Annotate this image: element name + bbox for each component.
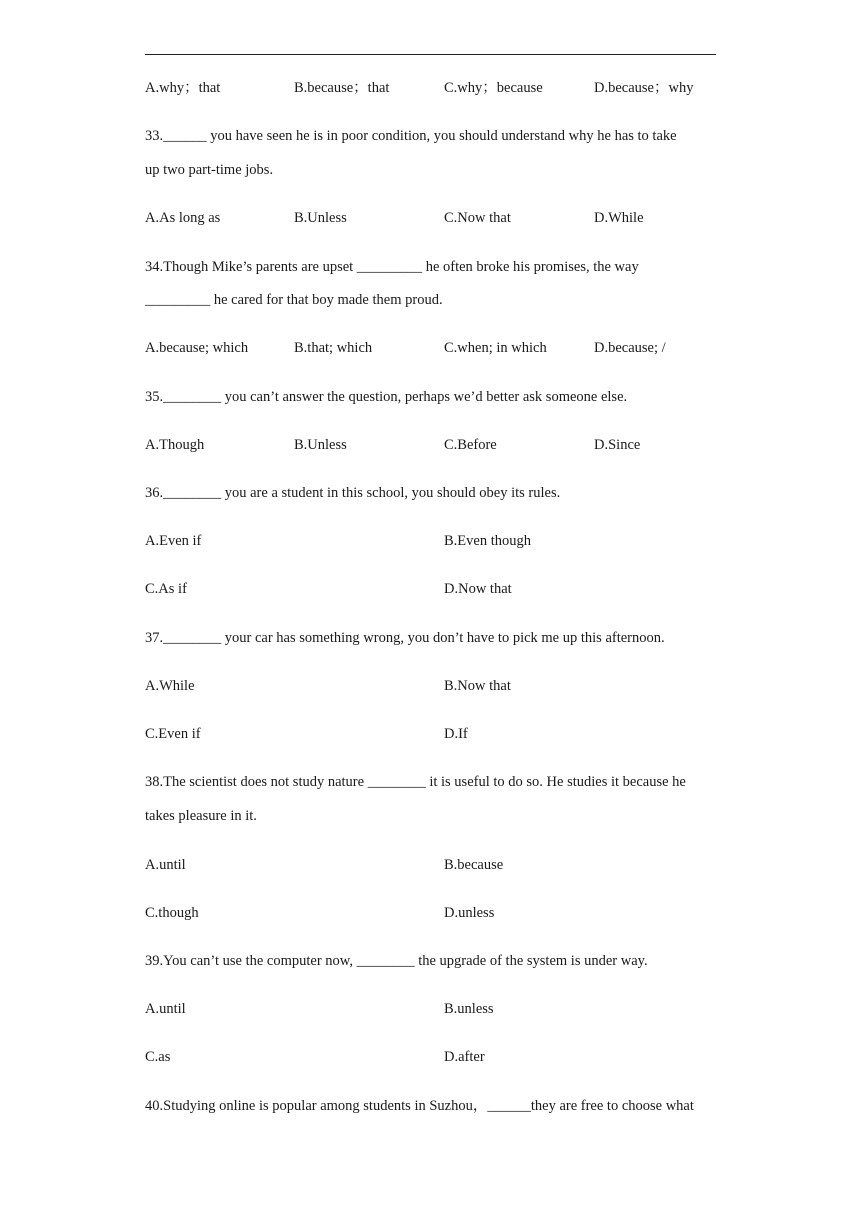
question-text: 37.________ your car has something wrong, you don’t have to pick me up this afternoon. xyxy=(145,630,665,646)
option-c[interactable]: C.though xyxy=(145,905,199,921)
option-c[interactable]: C.when; in which xyxy=(444,340,547,356)
option-a[interactable]: A.Though xyxy=(145,437,205,453)
question-text: 36.________ you are a student in this school, you should obey its rules. xyxy=(145,485,561,501)
option-c[interactable]: C.why；because xyxy=(444,80,543,96)
question-text: _________ he cared for that boy made them proud. xyxy=(145,292,443,308)
question-text: 40.Studying online is popular among students in Suzhou，______they are free to choose what xyxy=(145,1098,694,1114)
option-b[interactable]: B.because xyxy=(444,857,504,873)
option-d[interactable]: D.because；why xyxy=(594,80,694,96)
option-c[interactable]: C.As if xyxy=(145,581,187,597)
option-d[interactable]: D.While xyxy=(594,210,644,226)
option-a[interactable]: A.As long as xyxy=(145,210,221,226)
option-b[interactable]: B.Unless xyxy=(294,437,347,453)
option-b[interactable]: B.because；that xyxy=(294,80,390,96)
option-b[interactable]: B.Now that xyxy=(444,678,511,694)
option-d[interactable]: D.unless xyxy=(444,905,495,921)
question-text: 33.______ you have seen he is in poor condition, you should understand why he has to take xyxy=(145,128,677,144)
option-d[interactable]: D.after xyxy=(444,1049,485,1065)
header-rule xyxy=(145,54,716,55)
option-b[interactable]: B.Even though xyxy=(444,533,531,549)
option-d[interactable]: D.Since xyxy=(594,437,641,453)
question-text: 35.________ you can’t answer the question, perhaps we’d better ask someone else. xyxy=(145,389,628,405)
option-c[interactable]: C.Even if xyxy=(145,726,201,742)
question-text: up two part-time jobs. xyxy=(145,162,274,178)
option-a[interactable]: A.until xyxy=(145,1001,186,1017)
question-text: 38.The scientist does not study nature ________ it is useful to do so. He studies it because he xyxy=(145,774,686,790)
option-a[interactable]: A.until xyxy=(145,857,186,873)
option-d[interactable]: D.If xyxy=(444,726,468,742)
option-a[interactable]: A.While xyxy=(145,678,195,694)
question-text: 39.You can’t use the computer now, ________ the upgrade of the system is under way. xyxy=(145,953,648,969)
option-a[interactable]: A.because; which xyxy=(145,340,249,356)
option-d[interactable]: D.Now that xyxy=(444,581,512,597)
question-text: 34.Though Mike’s parents are upset _________ he often broke his promises, the way xyxy=(145,259,639,275)
option-a[interactable]: A.why；that xyxy=(145,80,221,96)
option-b[interactable]: B.that; which xyxy=(294,340,373,356)
option-b[interactable]: B.unless xyxy=(444,1001,494,1017)
option-c[interactable]: C.as xyxy=(145,1049,171,1065)
option-b[interactable]: B.Unless xyxy=(294,210,347,226)
option-a[interactable]: A.Even if xyxy=(145,533,202,549)
question-text: takes pleasure in it. xyxy=(145,808,257,824)
option-c[interactable]: C.Before xyxy=(444,437,497,453)
option-c[interactable]: C.Now that xyxy=(444,210,511,226)
option-d[interactable]: D.because; / xyxy=(594,340,666,356)
